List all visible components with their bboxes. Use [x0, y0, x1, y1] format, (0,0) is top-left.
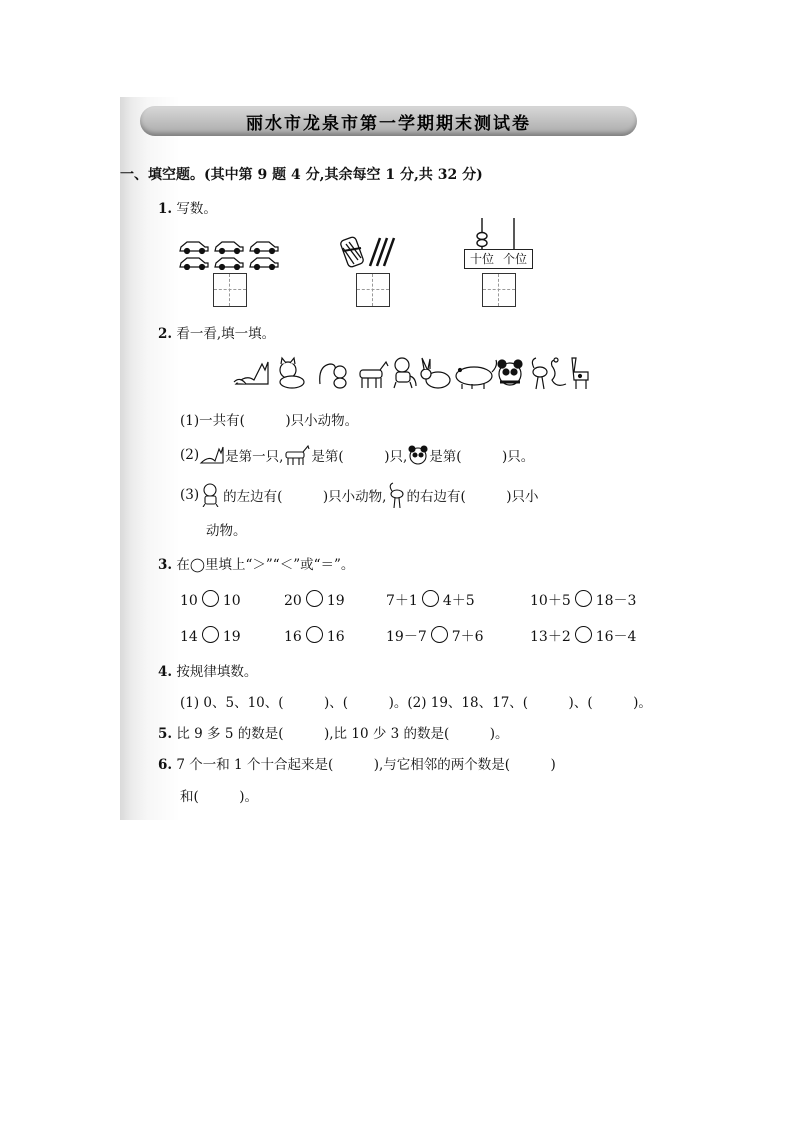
q2-sub3-cont: 动物。: [206, 523, 247, 539]
compare-left: 14: [180, 629, 198, 645]
question-2: [158, 322, 275, 342]
compare-item: [180, 626, 241, 645]
question-text: 比 9 多 5 的数是( ),比 10 少 3 的数是( )。: [176, 726, 509, 742]
question-text: 按规律填数。: [176, 664, 258, 680]
compare-item: [530, 590, 636, 610]
q4-line: (1) 0、5、10、( )、( )。(2) 19、18、17、( )、( )。: [180, 695, 652, 711]
q2-sub3-text2: 的右边有( )只小: [406, 489, 539, 505]
compare-right: 19: [326, 593, 345, 609]
abacus-icon: [464, 216, 534, 250]
stick-bundle-icon: [340, 234, 402, 270]
compare-item: [180, 590, 241, 609]
monkey-icon: [394, 358, 416, 388]
fox-icon: [234, 362, 268, 384]
page-title: 丽水市龙泉市第一学期期末测试卷: [246, 113, 531, 134]
q2-sub3: [180, 482, 539, 508]
question-text: 写数。: [176, 201, 217, 217]
swan-icon: [552, 358, 567, 385]
question-4: [158, 660, 257, 680]
compare-left: 16: [284, 629, 302, 645]
compare-left: 10＋5: [530, 593, 571, 609]
compare-item: [386, 626, 484, 646]
question-text: 看一看,填一填。: [176, 326, 276, 342]
question-3: [158, 553, 354, 573]
compare-circle[interactable]: [306, 590, 323, 607]
goat-icon: [360, 362, 388, 388]
cat-icon: [280, 358, 304, 388]
monkey-icon: [199, 483, 223, 507]
q2-sub1: (1)一共有( )只小动物。: [180, 413, 359, 429]
question-6: [158, 753, 556, 773]
abacus-tens-label: 十位: [464, 249, 500, 269]
q2-sub2-label: (2): [180, 447, 200, 463]
compare-circle[interactable]: [306, 626, 323, 643]
compare-item: [284, 590, 345, 609]
compare-circle[interactable]: [422, 590, 439, 607]
question-5: [158, 722, 509, 742]
panda-icon: [498, 360, 522, 385]
abacus-ones-label: 个位: [498, 249, 533, 269]
question-number: 1.: [158, 201, 173, 217]
compare-item: [284, 626, 345, 645]
question-number: 3.: [158, 557, 173, 573]
compare-circle[interactable]: [431, 626, 448, 643]
compare-right: 10: [222, 593, 241, 609]
question-1: [158, 197, 217, 217]
q2-sub2-text2: 是第( )只,: [311, 449, 408, 465]
question-number: 4.: [158, 664, 173, 680]
compare-item: [386, 590, 475, 610]
answer-box-abacus[interactable]: [482, 273, 516, 307]
title-banner: [140, 106, 637, 136]
compare-right: 16－4: [595, 629, 637, 645]
section-heading: 一、填空题。(其中第 9 题 4 分,其余每空 1 分,共 32 分): [120, 167, 483, 183]
question-text: 7 个一和 1 个十合起来是( ),与它相邻的两个数是( ): [176, 757, 556, 773]
giraffe-icon: [572, 358, 588, 389]
compare-left: 13＋2: [530, 629, 571, 645]
compare-circle[interactable]: [202, 626, 219, 643]
compare-left: 20: [284, 593, 302, 609]
car-picture-icon: [178, 238, 282, 270]
q2-sub2: [180, 444, 534, 466]
crane-icon: [386, 482, 406, 508]
compare-left: 19－7: [386, 629, 427, 645]
question-text: 在◯里填上“＞”“＜”或“＝”。: [176, 557, 355, 573]
pig-icon: [456, 360, 497, 389]
rabbit-icon: [421, 358, 450, 388]
compare-right: 16: [326, 629, 345, 645]
question-6-cont: 和( )。: [180, 789, 259, 805]
compare-left: 7＋1: [386, 593, 418, 609]
question-number: 5.: [158, 726, 173, 742]
q2-sub2-text3: 是第( )只。: [429, 449, 535, 465]
compare-right: 7＋6: [451, 629, 484, 645]
compare-right: 19: [222, 629, 241, 645]
goat-icon: [283, 444, 311, 466]
question-number: 2.: [158, 326, 173, 342]
answer-box-sticks[interactable]: [356, 273, 390, 307]
q2-sub2-text1: 是第一只,: [225, 449, 284, 465]
compare-circle[interactable]: [202, 590, 219, 607]
compare-left: 10: [180, 593, 198, 609]
compare-right: 4＋5: [442, 593, 475, 609]
answer-box-cars[interactable]: [213, 273, 247, 307]
compare-circle[interactable]: [575, 590, 592, 607]
compare-item: [530, 626, 636, 646]
squirrel-icon: [320, 364, 346, 388]
crane-icon: [532, 358, 547, 389]
q2-sub3-text1: 的左边有( )只小动物,: [223, 489, 387, 505]
compare-circle[interactable]: [575, 626, 592, 643]
q2-sub3-label: (3): [180, 487, 200, 503]
question-number: 6.: [158, 757, 173, 773]
compare-right: 18－3: [595, 593, 637, 609]
panda-icon: [407, 444, 429, 466]
fox-icon: [199, 445, 225, 465]
animal-row-picture: [232, 356, 594, 390]
